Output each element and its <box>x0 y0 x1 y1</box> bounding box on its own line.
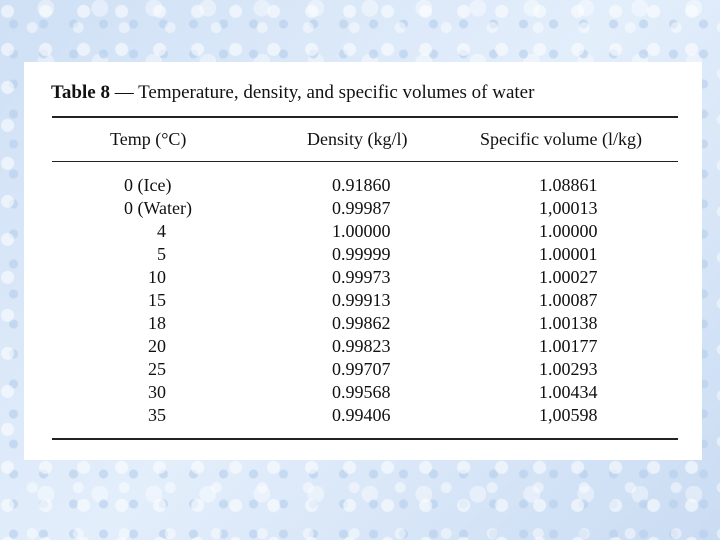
cell-temp: 0 (Water) <box>124 198 193 218</box>
cell-density: 0.99568 <box>332 382 391 402</box>
cell-specific-volume: 1.00027 <box>539 267 598 287</box>
cell-density: 0.99406 <box>332 405 391 425</box>
table-row <box>24 312 702 335</box>
cell-density: 1.00000 <box>332 221 391 241</box>
table-title <box>51 82 534 104</box>
cell-density: 0.99707 <box>332 359 391 379</box>
cell-specific-volume: 1.00001 <box>539 244 598 264</box>
cell-temp: 0 (Ice) <box>124 175 172 195</box>
cell-specific-volume: 1.00177 <box>539 336 598 356</box>
cell-density: 0.99823 <box>332 336 391 356</box>
cell-specific-volume: 1.00293 <box>539 359 598 379</box>
cell-density: 0.99862 <box>332 313 391 333</box>
table-body <box>24 174 702 427</box>
table-row <box>24 220 702 243</box>
table-row <box>24 197 702 220</box>
cell-density: 0.99973 <box>332 267 391 287</box>
header-specific-volume: Specific volume (l/kg) <box>480 129 642 149</box>
cell-specific-volume: 1,00598 <box>539 405 598 425</box>
table-label: Table 8 <box>51 82 110 103</box>
table-row <box>24 289 702 312</box>
cell-temp: 20 <box>148 336 166 356</box>
cell-specific-volume: 1.00434 <box>539 382 598 402</box>
header-temp: Temp (°C) <box>110 129 187 149</box>
table-row <box>24 243 702 266</box>
cell-specific-volume: 1,00013 <box>539 198 598 218</box>
cell-density: 0.99913 <box>332 290 391 310</box>
cell-density: 0.99999 <box>332 244 391 264</box>
cell-specific-volume: 1.08861 <box>539 175 598 195</box>
table-row <box>24 174 702 197</box>
header-density: Density (kg/l) <box>307 129 408 149</box>
cell-temp: 15 <box>148 290 166 310</box>
table-row <box>24 381 702 404</box>
cell-temp: 4 <box>157 221 166 241</box>
cell-temp: 5 <box>157 244 166 264</box>
cell-temp: 30 <box>148 382 166 402</box>
cell-temp: 10 <box>148 267 166 287</box>
cell-specific-volume: 1.00138 <box>539 313 598 333</box>
cell-specific-volume: 1.00000 <box>539 221 598 241</box>
top-rule <box>52 116 678 118</box>
table-panel <box>24 62 702 460</box>
cell-temp: 35 <box>148 405 166 425</box>
header-rule <box>52 161 678 162</box>
cell-density: 0.91860 <box>332 175 391 195</box>
table-caption: — Temperature, density, and specific volumes of water <box>114 82 535 103</box>
cell-specific-volume: 1.00087 <box>539 290 598 310</box>
cell-temp: 25 <box>148 359 166 379</box>
table-row <box>24 266 702 289</box>
table-row <box>24 358 702 381</box>
cell-density: 0.99987 <box>332 198 391 218</box>
table-row <box>24 404 702 427</box>
bottom-rule <box>52 438 678 440</box>
table-row <box>24 335 702 358</box>
cell-temp: 18 <box>148 313 166 333</box>
